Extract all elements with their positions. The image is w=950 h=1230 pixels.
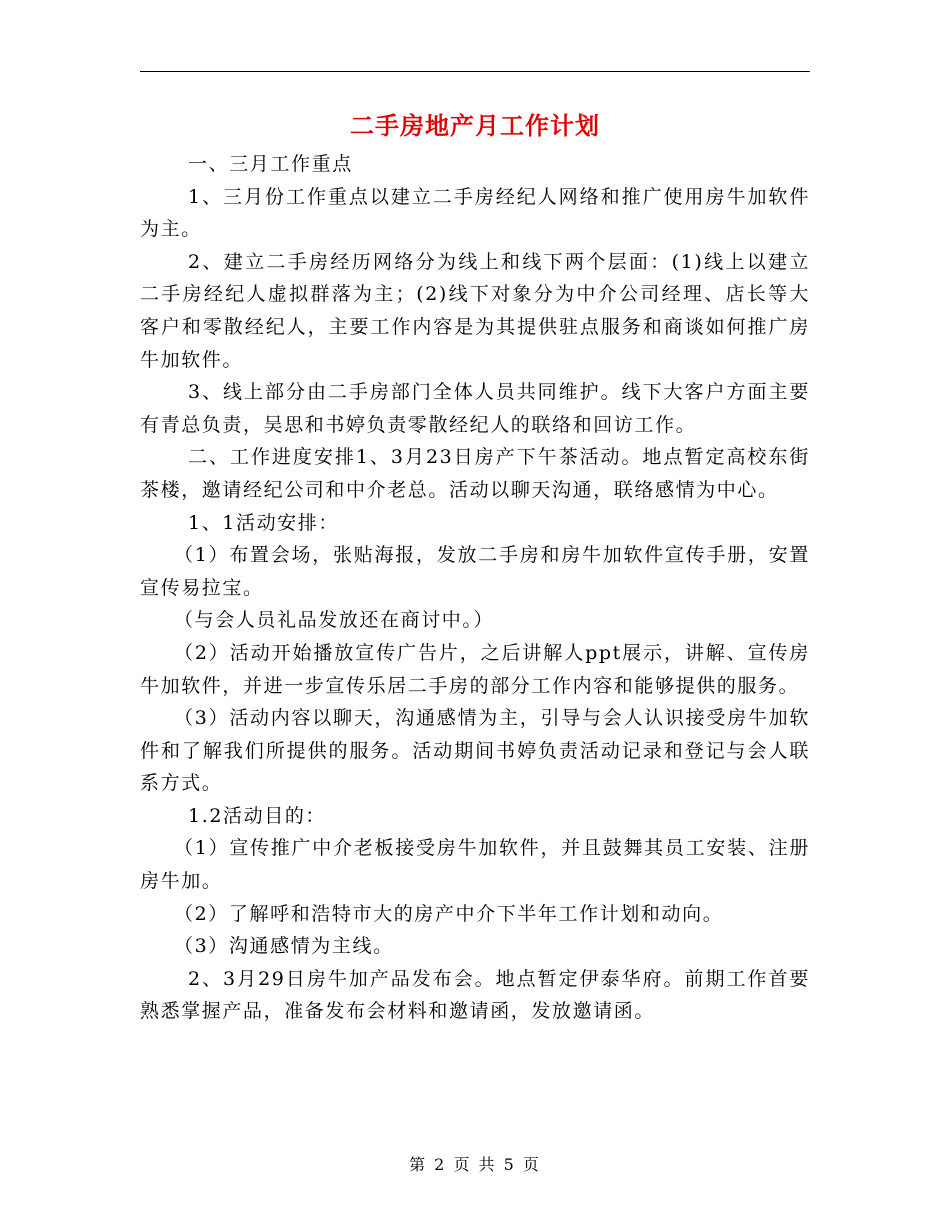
paragraph: （与会人员礼品发放还在商讨中。） <box>174 609 495 632</box>
paragraph: 2、建立二手房经历网络分为线上和线下两个层面：(1)线上以建立二手房经纪人虚拟群落为主；(2)线下对象分为中介公司经理、店长等大客户和零散经纪人，主要工作内容是为其提供驻点服务和商谈如何推广房牛加软件。 <box>140 250 810 371</box>
paragraph: 1、三月份工作重点以建立二手房经纪人网络和推广使用房牛加软件为主。 <box>140 185 810 241</box>
paragraph: （3）活动内容以聊天，沟通感情为主，引导与会人认识接受房牛加软件和了解我们所提供的服务。活动期间书婷负责活动记录和登记与会人联系方式。 <box>140 707 810 795</box>
paragraph: 二、工作进度安排1、3月23日房产下午茶活动。地点暂定高校东街茶楼，邀请经纪公司和中介老总。活动以聊天沟通，联络感情为中心。 <box>140 446 810 501</box>
document-body <box>140 148 810 1028</box>
paragraph: （1）布置会场，张贴海报，发放二手房和房牛加软件宣传手册，安置宣传易拉宝。 <box>140 544 810 599</box>
paragraph: 1.2活动目的： <box>188 804 327 827</box>
paragraph: （2）了解呼和浩特市大的房产中介下半年工作计划和动向。 <box>174 902 724 925</box>
paragraph: 3、线上部分由二手房部门全体人员共同维护。线下大客户方面主要有青总负责，吴思和书婷负责零散经纪人的联络和回访工作。 <box>140 381 810 436</box>
document-title: 二手房地产月工作计划 <box>350 111 600 140</box>
paragraph: 2、3月29日房牛加产品发布会。地点暂定伊泰华府。前期工作首要熟悉掌握产品，准备发布会材料和邀请函，发放邀请函。 <box>140 967 810 1023</box>
header-rule <box>140 71 810 72</box>
paragraph: （1）宣传推广中介老板接受房牛加软件，并且鼓舞其员工安装、注册房牛加。 <box>140 837 810 893</box>
paragraph: （3）沟通感情为主线。 <box>174 935 394 958</box>
paragraph: 一、三月工作重点 <box>188 153 353 175</box>
page-number: 第 2 页 共 5 页 <box>409 1155 541 1174</box>
paragraph: （2）活动开始播放宣传广告片，之后讲解人ppt展示，讲解、宣传房牛加软件，并进一步宣传乐居二手房的部分工作内容和能够提供的服务。 <box>140 641 810 697</box>
paragraph: 1、1活动安排： <box>188 511 339 534</box>
